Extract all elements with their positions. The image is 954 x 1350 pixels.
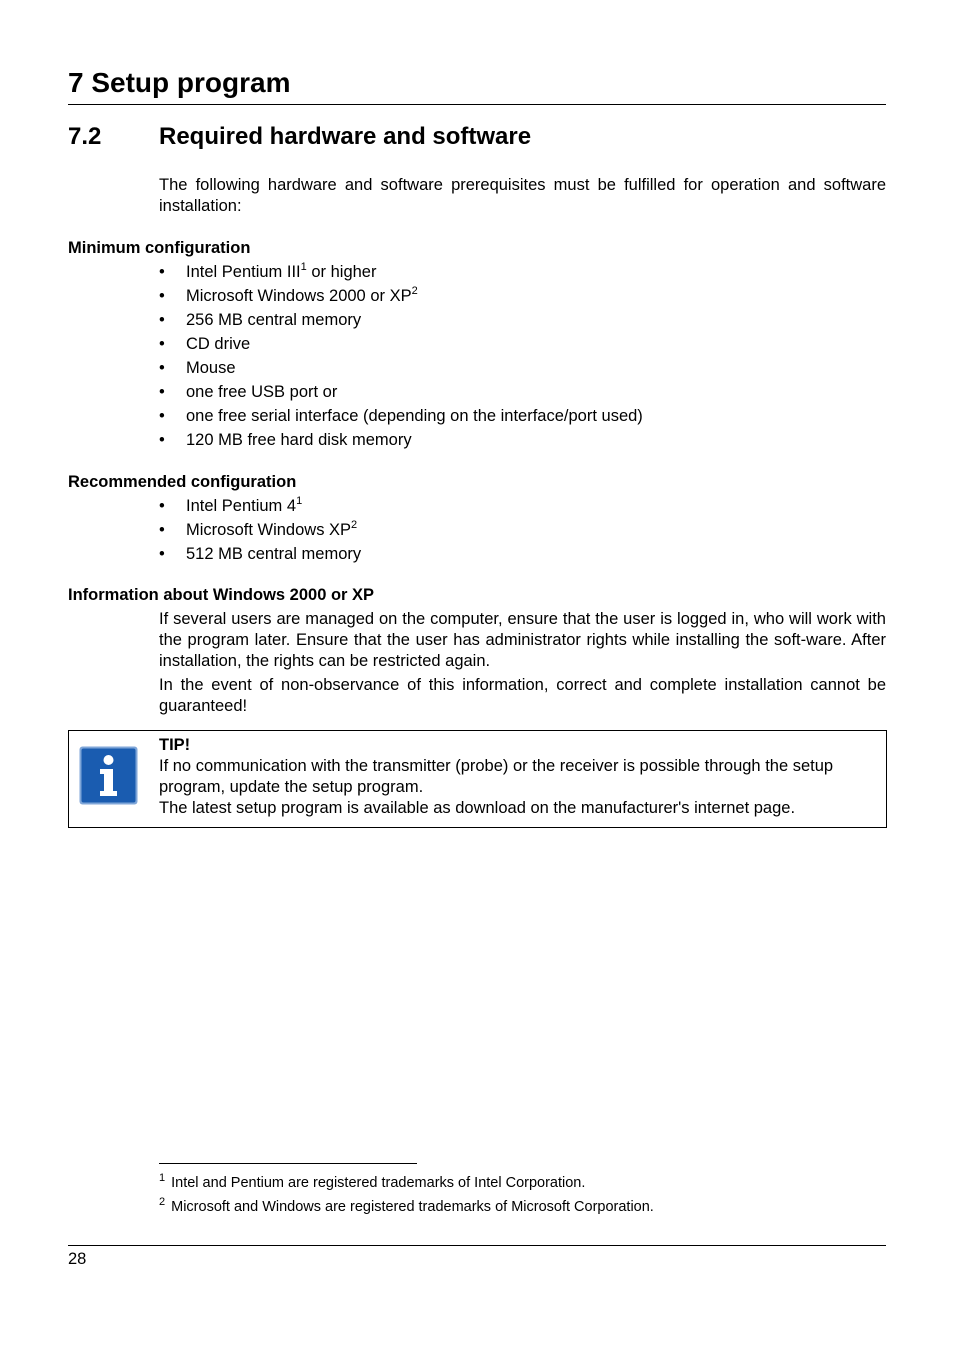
bullet: •: [159, 311, 165, 329]
bullet: •: [159, 431, 165, 449]
bullet: •: [159, 287, 165, 305]
windows-info-paragraph-2: In the event of non-observance of this information, correct and complete installation cannot be guaranteed!: [159, 676, 886, 715]
bullet: •: [159, 497, 165, 515]
item-text: one free serial interface (depending on the interface/port used): [186, 407, 643, 425]
footnote-ref: 1: [300, 261, 307, 273]
item-text: Microsoft Windows 2000 or XP: [186, 287, 412, 305]
bullet: •: [159, 359, 165, 377]
tip-line-1: If no communication with the transmitter (probe) or the receiver is possible through the setup program, update the setup program.: [159, 757, 834, 796]
item-text: 512 MB central memory: [186, 545, 362, 563]
tip-content: [159, 735, 881, 819]
minimum-config-list: [159, 260, 643, 452]
item-text: Intel Pentium 4: [186, 497, 297, 515]
footer-rule: [68, 1245, 886, 1246]
footnote-1: [159, 1168, 585, 1193]
footnote-2: [159, 1192, 654, 1217]
footnote-number: 2: [159, 1196, 166, 1208]
bullet: •: [159, 335, 165, 353]
tip-title: TIP!: [159, 736, 191, 754]
footnote-text: Microsoft and Windows are registered trademarks of Microsoft Corporation.: [171, 1199, 654, 1215]
windows-info-paragraph-1: If several users are managed on the computer, ensure that the user is logged in, who will work with the program later. Ensure that the user has administrator rights while installing the soft-ware. After installation, the rights can be restricted again.: [159, 610, 886, 670]
list-item: [159, 380, 643, 404]
item-text: Microsoft Windows XP: [186, 521, 352, 539]
list-item: [159, 260, 643, 284]
bullet: •: [159, 263, 165, 281]
bullet: •: [159, 521, 165, 539]
item-text: one free USB port or: [186, 383, 338, 401]
section-title: Required hardware and software: [159, 123, 532, 150]
list-item: [159, 518, 361, 542]
page-number: 28: [68, 1250, 87, 1268]
footnote-ref: 2: [351, 519, 358, 531]
info-icon: [79, 746, 138, 805]
footnote-number: 1: [159, 1172, 166, 1184]
footnote-ref: 1: [296, 495, 303, 507]
recommended-config-list: [159, 494, 361, 566]
section-number: 7.2: [68, 123, 102, 150]
list-item: [159, 494, 361, 518]
footnote-ref: 2: [411, 285, 418, 297]
item-text: Mouse: [186, 359, 236, 377]
item-text: Intel Pentium III: [186, 263, 301, 281]
item-text: 120 MB free hard disk memory: [186, 431, 412, 449]
item-text-after: or higher: [306, 263, 377, 281]
list-item: [159, 308, 643, 332]
recommended-config-heading: Recommended configuration: [68, 473, 297, 491]
item-text: 256 MB central memory: [186, 311, 362, 329]
minimum-config-heading: Minimum configuration: [68, 239, 251, 257]
list-item: [159, 428, 643, 452]
tip-line-2: The latest setup program is available as download on the manufacturer's internet page.: [159, 799, 796, 817]
list-item: [159, 356, 643, 380]
windows-info-heading: Information about Windows 2000 or XP: [68, 586, 375, 604]
bullet: •: [159, 545, 165, 563]
list-item: [159, 332, 643, 356]
intro-paragraph: The following hardware and software prerequisites must be fulfilled for operation and software installation:: [159, 176, 886, 215]
chapter-rule: [68, 104, 886, 105]
tip-box: [68, 730, 887, 828]
list-item: [159, 542, 361, 566]
footnote-rule: [159, 1163, 417, 1164]
chapter-title: 7 Setup program: [68, 67, 291, 98]
bullet: •: [159, 383, 165, 401]
bullet: •: [159, 407, 165, 425]
list-item: [159, 284, 643, 308]
footnote-text: Intel and Pentium are registered trademarks of Intel Corporation.: [171, 1175, 586, 1191]
list-item: [159, 404, 643, 428]
item-text: CD drive: [186, 335, 251, 353]
